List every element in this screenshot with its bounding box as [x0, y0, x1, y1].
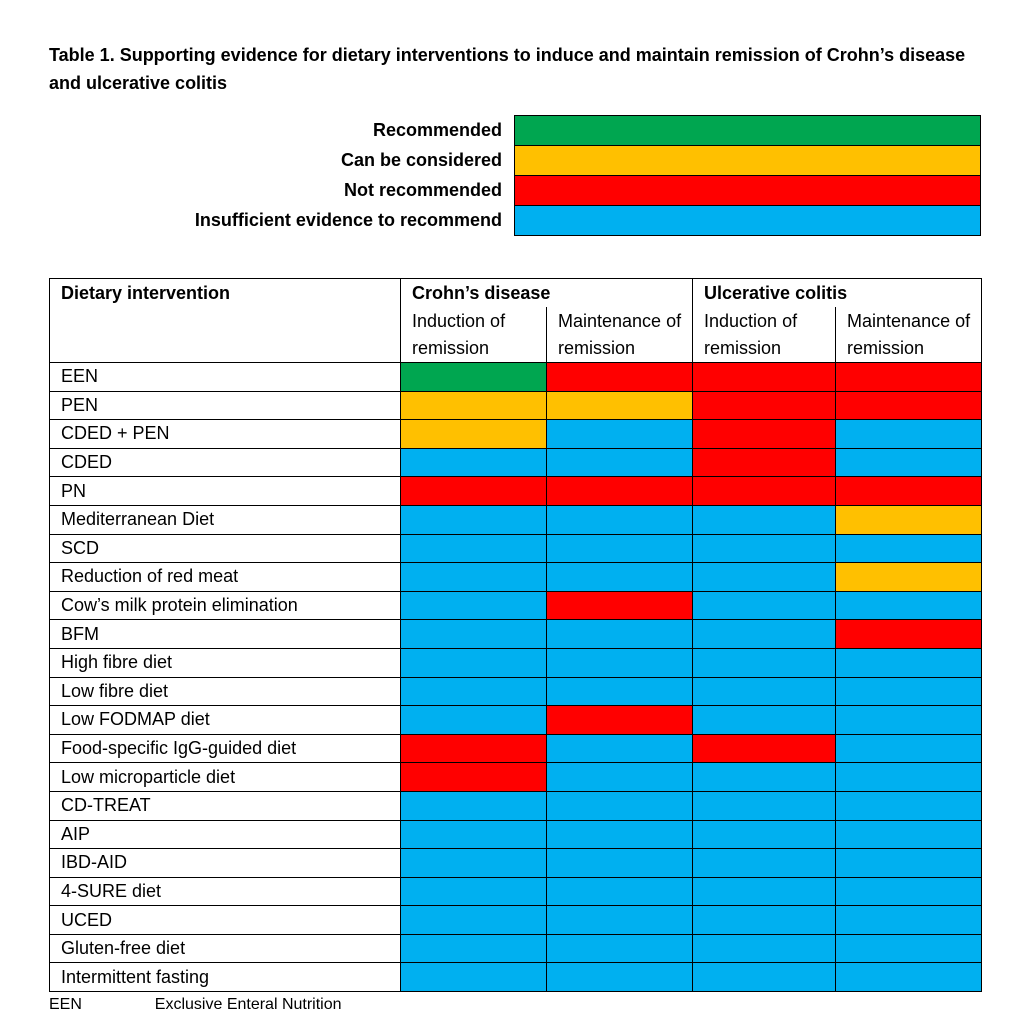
intervention-name: Food-specific IgG-guided diet [50, 734, 401, 763]
uc-maintenance-cell [836, 505, 982, 534]
subheader-cd-induction: Induction of remission [401, 307, 547, 363]
legend-row [100, 206, 981, 236]
header-row [50, 279, 982, 308]
table-row [50, 563, 982, 592]
intervention-name: CDED + PEN [50, 420, 401, 449]
uc-induction-cell [693, 763, 836, 792]
uc-induction-cell [693, 505, 836, 534]
intervention-name: PN [50, 477, 401, 506]
uc-induction-cell [693, 477, 836, 506]
legend-label: Not recommended [343, 180, 502, 200]
legend-swatch [515, 206, 981, 236]
cd-maintenance-cell [547, 363, 693, 392]
intervention-name: CDED [50, 448, 401, 477]
legend [100, 115, 981, 236]
cd-maintenance-cell [547, 791, 693, 820]
cd-maintenance-cell [547, 820, 693, 849]
uc-induction-cell [693, 791, 836, 820]
intervention-name: Low FODMAP diet [50, 706, 401, 735]
subheader-uc-maintenance: Maintenance of remission [836, 307, 982, 363]
intervention-name: 4-SURE diet [50, 877, 401, 906]
intervention-name: Intermittent fasting [50, 963, 401, 992]
table-title: Table 1. Supporting evidence for dietary interventions to induce and maintain remission of Crohn’s disease and ulcerative colitis [49, 45, 966, 93]
legend-label: Insufficient evidence to recommend [194, 210, 502, 230]
cd-maintenance-cell [547, 849, 693, 878]
cd-maintenance-cell [547, 477, 693, 506]
cd-maintenance-cell [547, 763, 693, 792]
table-row [50, 505, 982, 534]
intervention-name: Low microparticle diet [50, 763, 401, 792]
uc-induction-cell [693, 877, 836, 906]
cd-induction-cell [401, 620, 547, 649]
intervention-name: Cow’s milk protein elimination [50, 591, 401, 620]
intervention-name: Reduction of red meat [50, 563, 401, 592]
cd-induction-cell [401, 706, 547, 735]
uc-induction-cell [693, 734, 836, 763]
cd-induction-cell [401, 734, 547, 763]
uc-maintenance-cell [836, 563, 982, 592]
cd-maintenance-cell [547, 620, 693, 649]
cd-maintenance-cell [547, 934, 693, 963]
uc-maintenance-cell [836, 734, 982, 763]
uc-induction-cell [693, 448, 836, 477]
uc-induction-cell [693, 534, 836, 563]
uc-maintenance-cell [836, 648, 982, 677]
cd-induction-cell [401, 505, 547, 534]
cd-induction-cell [401, 877, 547, 906]
table-row [50, 734, 982, 763]
cd-maintenance-cell [547, 877, 693, 906]
intervention-name: Low fibre diet [50, 677, 401, 706]
table-row [50, 791, 982, 820]
table-row [50, 706, 982, 735]
cd-maintenance-cell [547, 591, 693, 620]
uc-maintenance-cell [836, 420, 982, 449]
uc-maintenance-cell [836, 706, 982, 735]
table-row [50, 420, 982, 449]
cd-induction-cell [401, 906, 547, 935]
uc-induction-cell [693, 963, 836, 992]
uc-induction-cell [693, 849, 836, 878]
table-row [50, 477, 982, 506]
cd-maintenance-cell [547, 734, 693, 763]
cd-maintenance-cell [547, 706, 693, 735]
legend-row [100, 116, 981, 146]
cd-induction-cell [401, 363, 547, 392]
uc-induction-cell [693, 591, 836, 620]
cd-induction-cell [401, 448, 547, 477]
table-row [50, 448, 982, 477]
intervention-name: PEN [50, 391, 401, 420]
cd-maintenance-cell [547, 420, 693, 449]
footnote: EEN Exclusive Enteral Nutrition [49, 996, 342, 1013]
uc-maintenance-cell [836, 591, 982, 620]
uc-induction-cell [693, 420, 836, 449]
uc-induction-cell [693, 677, 836, 706]
legend-swatch [515, 176, 981, 206]
table-row [50, 877, 982, 906]
uc-induction-cell [693, 934, 836, 963]
uc-maintenance-cell [836, 791, 982, 820]
cd-induction-cell [401, 934, 547, 963]
cd-induction-cell [401, 563, 547, 592]
table-row [50, 849, 982, 878]
cd-induction-cell [401, 763, 547, 792]
uc-maintenance-cell [836, 477, 982, 506]
intervention-name: Mediterranean Diet [50, 505, 401, 534]
subheader-cd-maintenance: Maintenance of remission [547, 307, 693, 363]
legend-row [100, 146, 981, 176]
cd-maintenance-cell [547, 648, 693, 677]
table-row [50, 591, 982, 620]
cd-maintenance-cell [547, 963, 693, 992]
header-crohns: Crohn’s disease [401, 279, 693, 308]
uc-maintenance-cell [836, 906, 982, 935]
uc-maintenance-cell [836, 963, 982, 992]
header-uc: Ulcerative colitis [693, 279, 982, 308]
cd-maintenance-cell [547, 534, 693, 563]
cd-induction-cell [401, 391, 547, 420]
intervention-name: AIP [50, 820, 401, 849]
header-intervention: Dietary intervention [50, 279, 401, 363]
cd-induction-cell [401, 477, 547, 506]
uc-maintenance-cell [836, 391, 982, 420]
subheader-uc-induction: Induction of remission [693, 307, 836, 363]
cd-induction-cell [401, 963, 547, 992]
table-row [50, 906, 982, 935]
table-row [50, 820, 982, 849]
uc-maintenance-cell [836, 763, 982, 792]
intervention-name: BFM [50, 620, 401, 649]
uc-maintenance-cell [836, 934, 982, 963]
cd-induction-cell [401, 648, 547, 677]
cd-maintenance-cell [547, 563, 693, 592]
uc-induction-cell [693, 620, 836, 649]
evidence-table [49, 278, 982, 992]
cd-induction-cell [401, 534, 547, 563]
cd-maintenance-cell [547, 391, 693, 420]
table-row [50, 963, 982, 992]
table-row [50, 363, 982, 392]
cd-maintenance-cell [547, 505, 693, 534]
cd-induction-cell [401, 677, 547, 706]
intervention-name: Gluten-free diet [50, 934, 401, 963]
intervention-name: UCED [50, 906, 401, 935]
legend-row [100, 176, 981, 206]
uc-maintenance-cell [836, 849, 982, 878]
uc-maintenance-cell [836, 877, 982, 906]
table-row [50, 934, 982, 963]
uc-induction-cell [693, 648, 836, 677]
cd-maintenance-cell [547, 448, 693, 477]
table-row [50, 677, 982, 706]
legend-label: Can be considered [340, 150, 502, 170]
uc-induction-cell [693, 820, 836, 849]
uc-maintenance-cell [836, 820, 982, 849]
uc-induction-cell [693, 391, 836, 420]
cd-maintenance-cell [547, 677, 693, 706]
uc-induction-cell [693, 563, 836, 592]
uc-induction-cell [693, 906, 836, 935]
table-row [50, 391, 982, 420]
uc-induction-cell [693, 706, 836, 735]
cd-induction-cell [401, 849, 547, 878]
legend-label: Recommended [372, 120, 502, 140]
cd-maintenance-cell [547, 906, 693, 935]
cd-induction-cell [401, 591, 547, 620]
table-row [50, 534, 982, 563]
cd-induction-cell [401, 420, 547, 449]
table-row [50, 763, 982, 792]
intervention-name: High fibre diet [50, 648, 401, 677]
legend-swatch [515, 116, 981, 146]
uc-maintenance-cell [836, 363, 982, 392]
intervention-name: CD-TREAT [50, 791, 401, 820]
cd-induction-cell [401, 820, 547, 849]
uc-induction-cell [693, 363, 836, 392]
intervention-name: EEN [50, 363, 401, 392]
table-row [50, 620, 982, 649]
uc-maintenance-cell [836, 620, 982, 649]
cd-induction-cell [401, 791, 547, 820]
uc-maintenance-cell [836, 448, 982, 477]
uc-maintenance-cell [836, 677, 982, 706]
intervention-name: IBD-AID [50, 849, 401, 878]
table-row [50, 648, 982, 677]
uc-maintenance-cell [836, 534, 982, 563]
intervention-name: SCD [50, 534, 401, 563]
legend-swatch [515, 146, 981, 176]
